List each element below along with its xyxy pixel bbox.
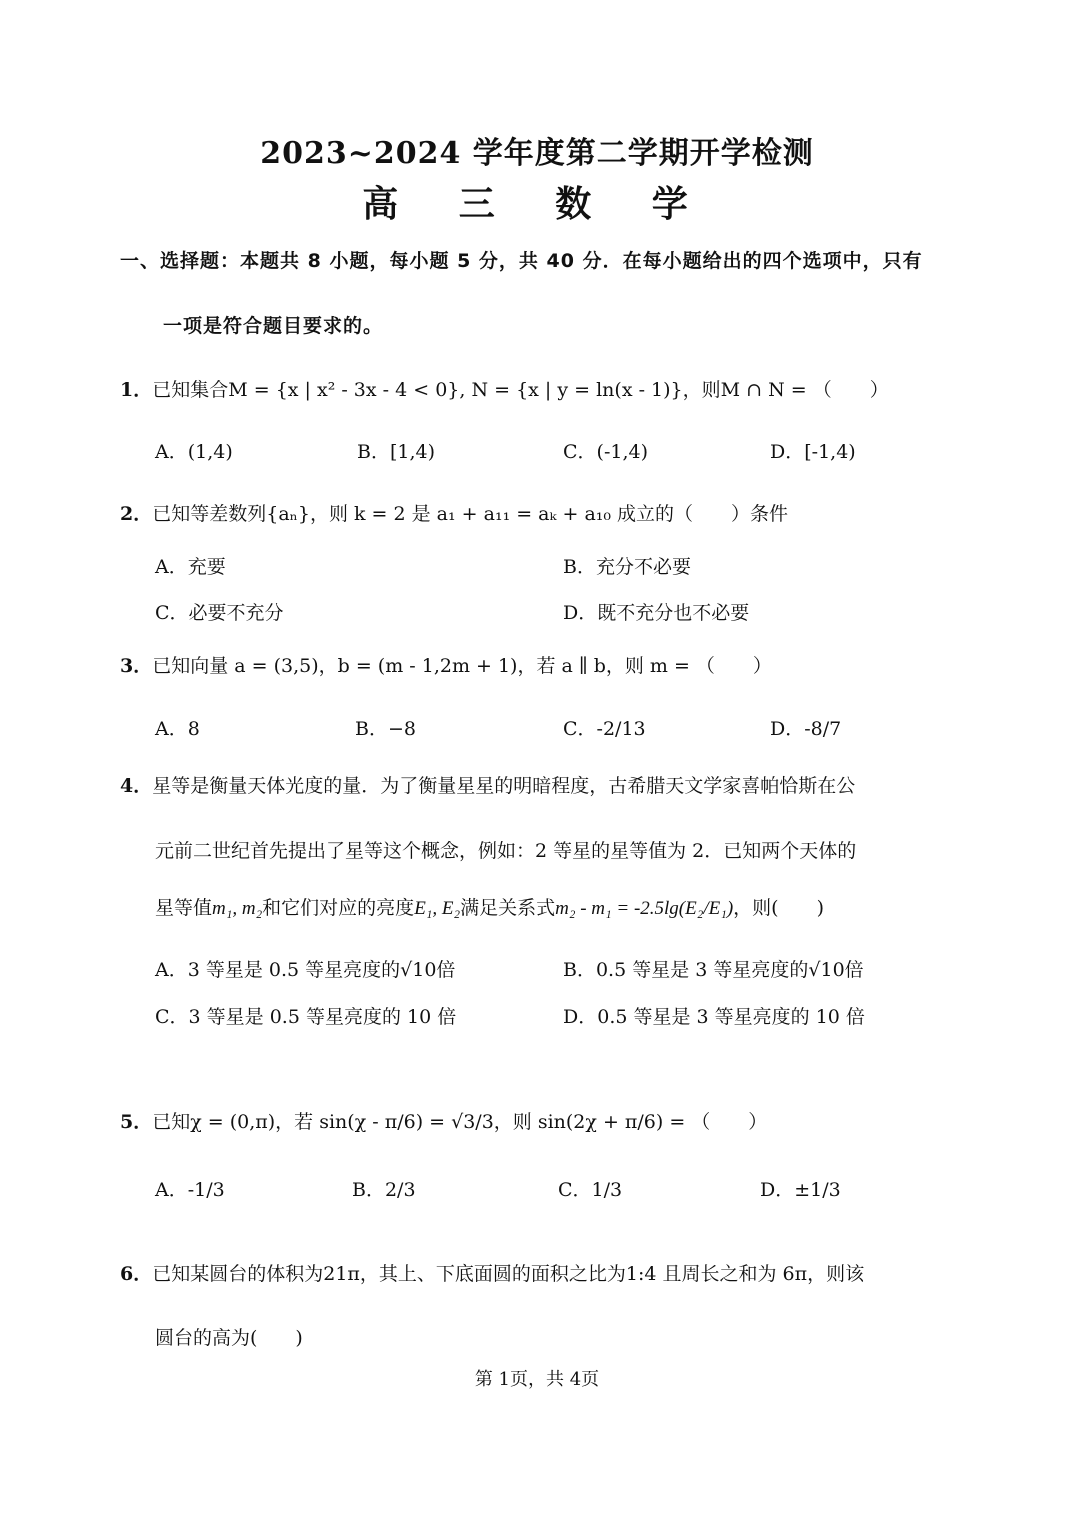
subject-title: 高 三 数 学 bbox=[362, 183, 712, 225]
q3-option-a: A．8 bbox=[155, 718, 200, 740]
text: 和它们对应的亮度 bbox=[262, 897, 415, 919]
text: 星等值 bbox=[155, 897, 213, 919]
q4-option-d: D．0.5 等星是 3 等星亮度的 10 倍 bbox=[563, 1006, 865, 1028]
question-number: 4． bbox=[120, 775, 153, 797]
q2-option-a: A．充要 bbox=[155, 556, 226, 578]
q2-option-b: B．充分不必要 bbox=[563, 556, 691, 578]
question-6-line2: 圆台的高为( ) bbox=[155, 1327, 303, 1349]
question-3 bbox=[120, 651, 772, 678]
q4-option-c: C．3 等星是 0.5 等星亮度的 10 倍 bbox=[155, 1006, 457, 1028]
text: 满足关系式 bbox=[460, 897, 556, 919]
section-heading: 一、选择题：本题共 8 小题，每小题 5 分，共 40 分．在每小题给出的四个选项中，只有 bbox=[120, 250, 923, 272]
question-number: 3． bbox=[120, 655, 153, 677]
q3-option-d: D．-8/7 bbox=[770, 718, 842, 740]
question-text: 已知集合M = {x | x² - 3x - 4 < 0}, N = {x | y = ln(x - 1)}，则M ∩ N = （ ） bbox=[152, 379, 889, 401]
question-6 bbox=[120, 1259, 864, 1286]
q5-option-a: A．-1/3 bbox=[155, 1179, 225, 1201]
math-vars: m₁, m₂ bbox=[212, 898, 263, 919]
q5-option-d: D．±1/3 bbox=[760, 1179, 841, 1201]
page-footer: 第 1页，共 4页 bbox=[474, 1369, 600, 1390]
text: ，则( ) bbox=[733, 897, 824, 919]
q3-option-b: B．−8 bbox=[355, 718, 416, 740]
math-formula: m₂ - m₁ = -2.5lg(E₂/E₁) bbox=[555, 898, 734, 919]
q2-option-d: D．既不充分也不必要 bbox=[563, 602, 750, 624]
q4-option-b: B．0.5 等星是 3 等星亮度的√10倍 bbox=[563, 959, 864, 981]
question-number: 6． bbox=[120, 1263, 153, 1285]
q4-option-a: A．3 等星是 0.5 等星亮度的√10倍 bbox=[155, 959, 456, 981]
question-number: 1． bbox=[120, 379, 153, 401]
section-heading-cont: 一项是符合题目要求的。 bbox=[163, 315, 384, 337]
question-2 bbox=[120, 499, 788, 526]
question-text: 已知χ = (0,π)，若 sin(χ - π/6) = √3/3，则 sin(2χ + π/6) = （ ） bbox=[152, 1111, 768, 1133]
q5-option-c: C．1/3 bbox=[558, 1179, 623, 1201]
q1-option-a: A．(1,4) bbox=[155, 441, 233, 463]
q3-option-c: C．-2/13 bbox=[563, 718, 646, 740]
question-text: 已知等差数列{aₙ}，则 k = 2 是 a₁ + a₁₁ = aₖ + a₁₀ 成立的（ ）条件 bbox=[152, 503, 789, 525]
question-4 bbox=[120, 771, 855, 798]
question-1 bbox=[120, 375, 889, 402]
q1-option-d: D．[-1,4) bbox=[770, 441, 856, 463]
exam-title: 2023~2024 学年度第二学期开学检测 bbox=[260, 136, 814, 171]
question-number: 2． bbox=[120, 503, 153, 525]
question-4-line2: 元前二世纪首先提出了星等这个概念，例如：2 等星的星等值为 2．已知两个天体的 bbox=[155, 840, 857, 862]
question-text: 已知向量 a = (3,5)，b = (m - 1,2m + 1)，若 a ∥ b，则 m = （ ） bbox=[152, 655, 772, 677]
question-text: 已知某圆台的体积为21π，其上、下底面圆的面积之比为1:4 且周长之和为 6π，则该 bbox=[152, 1263, 865, 1285]
question-text: 星等是衡量天体光度的量．为了衡量星星的明暗程度，古希腊天文学家喜帕恰斯在公 bbox=[152, 775, 856, 797]
question-4-line3 bbox=[155, 893, 824, 920]
q5-option-b: B．2/3 bbox=[352, 1179, 416, 1201]
question-5 bbox=[120, 1107, 767, 1134]
q2-option-c: C．必要不充分 bbox=[155, 602, 284, 624]
math-vars: E₁, E₂ bbox=[414, 898, 461, 919]
q1-option-b: B．[1,4) bbox=[357, 441, 436, 463]
question-number: 5． bbox=[120, 1111, 153, 1133]
q1-option-c: C．(-1,4) bbox=[563, 441, 648, 463]
